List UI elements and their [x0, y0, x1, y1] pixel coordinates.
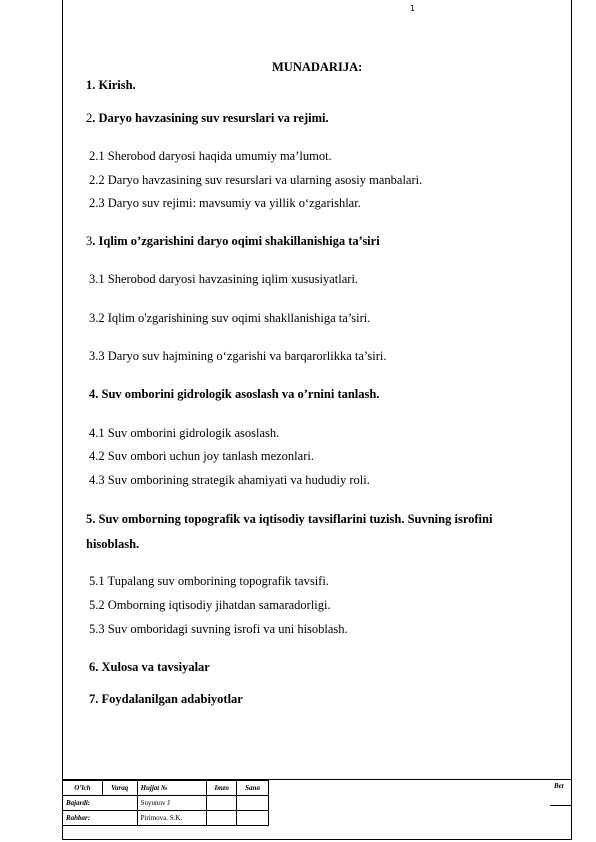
- toc-item-5-2: 5.2 Omborning iqtisodiy jihatdan samaradorligi.: [89, 598, 331, 612]
- title-block-stamp: [62, 779, 572, 825]
- toc-item-5-3: 5.3 Suv omboridagi suvning isrofi va uni hisoblash.: [89, 622, 348, 636]
- toc-item-4-3: 4.3 Suv omborining strategik ahamiyati va hududiy roli.: [89, 473, 370, 487]
- stamp-label-bajardi: Bajardi:: [63, 796, 138, 811]
- toc-item-3-1: 3.1 Sherobod daryosi havzasining iqlim xususiyatlari.: [89, 272, 359, 286]
- toc-section-2-number: 2: [86, 111, 93, 125]
- toc-section-3: [86, 234, 380, 249]
- stamp-label-rahbar: Rahbar:: [63, 811, 138, 826]
- stamp-sign-cell: [207, 796, 237, 811]
- toc-title: MUNADARIJA:: [272, 60, 363, 74]
- toc-item-3-3: 3.3 Daryo suv hajmining o‘zgarishi va barqarorlikka ta’siri.: [89, 349, 387, 363]
- toc-item-2-2: 2.2 Daryo havzasining suv resurslari va ularning asosiy manbalari.: [89, 173, 423, 187]
- stamp-name-rahbar: Pirimova. S.K.: [137, 811, 207, 826]
- toc-section-6: 6. Xulosa va tavsiyalar: [89, 660, 210, 674]
- stamp-page-field: [550, 780, 572, 826]
- stamp-header-olch: O’lch: [63, 781, 103, 796]
- page-number: 1: [410, 4, 416, 13]
- stamp-date-cell: [237, 811, 269, 826]
- stamp-grid: [62, 780, 269, 826]
- toc-item-2-3: 2.3 Daryo suv rejimi: mavsumiy va yillik o‘zgarishlar.: [89, 196, 361, 210]
- toc-item-3-2: 3.2 Iqlim o'zgarishining suv oqimi shakllanishiga ta’siri.: [89, 311, 371, 325]
- stamp-sign-cell: [207, 811, 237, 826]
- toc-section-3-title: . Iqlim o’zgarishini daryo oqimi shakillanishiga ta’siri: [92, 234, 380, 248]
- stamp-bet-value-cell: [550, 805, 572, 826]
- toc-item-5-1: 5.1 Tupalang suv omborining topografik tavsifi.: [89, 574, 329, 588]
- stamp-header-hujjat: Hujjat №: [137, 781, 207, 796]
- toc-section-7: 7. Foydalanilgan adabiyotlar: [89, 692, 243, 706]
- toc-section-1: 1. Kirish.: [86, 78, 136, 92]
- stamp-bet-label: Bet: [554, 782, 564, 790]
- stamp-header-varaq: Varaq: [102, 781, 137, 796]
- toc-section-5-line-1: 5. Suv omborning topografik va iqtisodiy tavsiflarini tuzish. Suvning isrofini: [86, 512, 493, 526]
- toc-item-4-2: 4.2 Suv ombori uchun joy tanlash mezonlari.: [89, 449, 314, 463]
- toc-section-5-line-2: hisoblash.: [86, 537, 140, 551]
- toc-section-2-title: . Daryo havzasining suv resurslari va rejimi.: [92, 111, 329, 125]
- toc-item-2-1: 2.1 Sherobod daryosi haqida umumiy ma’lumot.: [89, 149, 332, 163]
- stamp-header-sana: Sana: [237, 781, 269, 796]
- stamp-main-field: [269, 780, 596, 826]
- page-frame: [62, 0, 572, 840]
- stamp-name-bajardi: Suyunov J: [137, 796, 207, 811]
- toc-section-2: [86, 111, 329, 126]
- stamp-date-cell: [237, 796, 269, 811]
- toc-item-4-1: 4.1 Suv omborini gidrologik asoslash.: [89, 426, 280, 440]
- toc-section-4: 4. Suv omborini gidrologik asoslash va o’rnini tanlash.: [89, 387, 380, 401]
- toc-section-3-number: 3: [86, 234, 93, 248]
- stamp-header-imzo: Imzo: [207, 781, 237, 796]
